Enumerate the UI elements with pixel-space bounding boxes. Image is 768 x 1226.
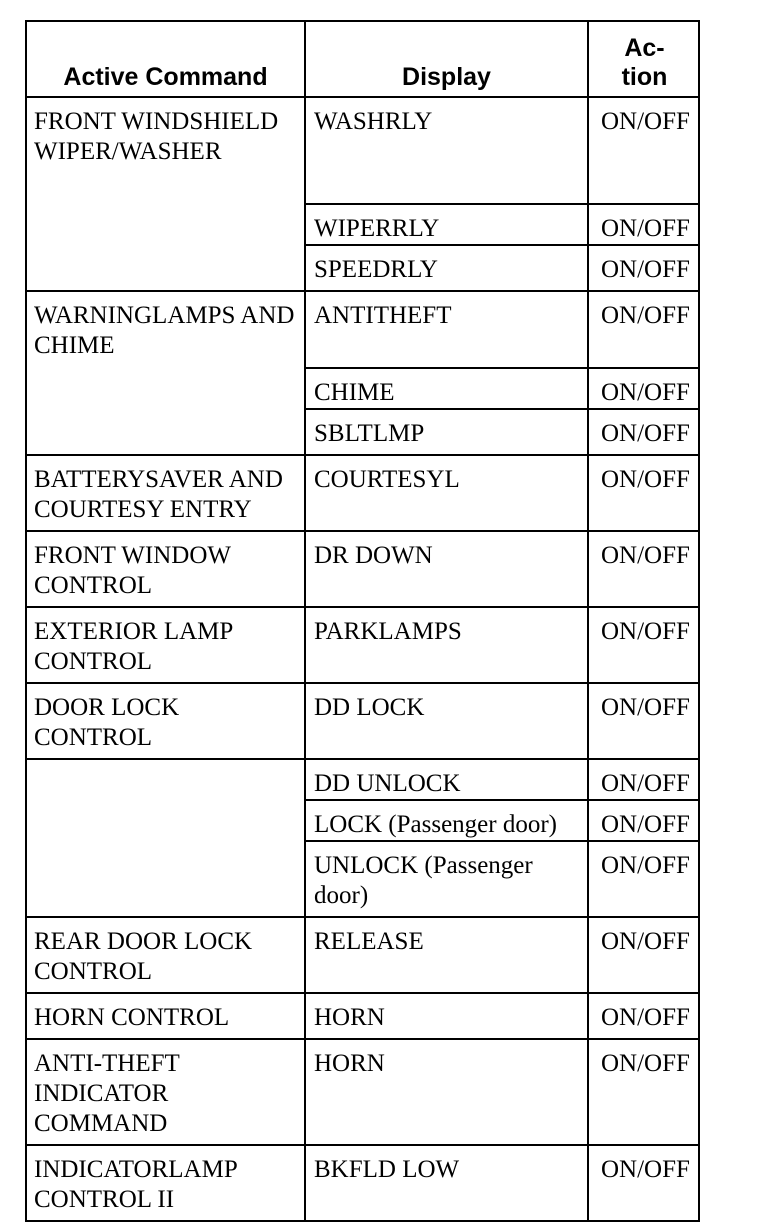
active-command-text: EXTERIOR LAMP CONTROL	[34, 618, 233, 675]
table-row	[26, 607, 699, 683]
action-text: ON/OFF	[601, 694, 690, 721]
action-text: ON/OFF	[601, 466, 690, 493]
header-display: Display	[305, 21, 588, 97]
display-text: ANTITHEFT	[314, 302, 452, 329]
display-text: HORN	[314, 1004, 385, 1031]
action-text: ON/OFF	[601, 928, 690, 955]
table-row	[26, 291, 699, 368]
action-text: ON/OFF	[601, 1050, 690, 1077]
display-text: SPEEDRLY	[314, 256, 438, 283]
display-text: CHIME	[314, 379, 395, 406]
action-text: ON/OFF	[601, 420, 690, 447]
active-command-text: FRONT WINDSHIELD WIPER/WASHER	[34, 108, 279, 165]
display-text: RELEASE	[314, 928, 424, 955]
action-text: ON/OFF	[601, 852, 690, 879]
display-cell	[305, 368, 588, 409]
action-text: ON/OFF	[601, 108, 690, 135]
action-cell	[588, 1039, 699, 1145]
display-text: WIPERRLY	[314, 215, 440, 242]
action-text: ON/OFF	[601, 1004, 690, 1031]
display-cell	[305, 291, 588, 368]
action-cell	[588, 607, 699, 683]
action-cell	[588, 917, 699, 993]
active-command-text: REAR DOOR LOCK CONTROL	[34, 928, 253, 985]
active-command-cell	[26, 1039, 305, 1145]
header-action-line1: Ac-	[624, 34, 665, 62]
table-row	[26, 917, 699, 993]
active-command-text: INDICATORLAMP CONTROL II	[34, 1156, 237, 1213]
table-row	[26, 683, 699, 759]
action-cell	[588, 841, 699, 917]
display-text: DD LOCK	[314, 694, 425, 721]
display-cell	[305, 841, 588, 917]
table-row	[26, 455, 699, 531]
display-text: LOCK (Passenger door)	[314, 811, 558, 838]
active-command-text: FRONT WINDOW CONTROL	[34, 542, 231, 599]
action-cell	[588, 409, 699, 455]
action-text: ON/OFF	[601, 811, 690, 838]
header-action	[588, 21, 699, 97]
action-text: ON/OFF	[601, 379, 690, 406]
table-row	[26, 1145, 699, 1221]
action-text: ON/OFF	[601, 302, 690, 329]
active-command-text	[27, 760, 304, 774]
display-text: UNLOCK (Passenger door)	[314, 852, 533, 909]
action-cell	[588, 368, 699, 409]
table-row	[26, 531, 699, 607]
active-command-cell	[26, 1145, 305, 1221]
table-row	[26, 993, 699, 1039]
active-command-text: WARNINGLAMPS AND CHIME	[34, 302, 295, 359]
display-cell	[305, 97, 588, 204]
display-text: SBLTLMP	[314, 420, 425, 447]
active-command-cell	[26, 759, 305, 917]
display-text: HORN	[314, 1050, 385, 1077]
action-cell	[588, 245, 699, 291]
active-command-cell	[26, 531, 305, 607]
action-text: ON/OFF	[601, 1156, 690, 1183]
display-cell	[305, 409, 588, 455]
action-cell	[588, 683, 699, 759]
action-cell	[588, 204, 699, 245]
action-cell	[588, 455, 699, 531]
active-command-cell	[26, 683, 305, 759]
header-row	[26, 21, 699, 97]
active-command-table	[25, 20, 700, 1222]
active-command-text: ANTI-THEFT INDICATOR COMMAND	[34, 1050, 180, 1137]
action-text: ON/OFF	[601, 542, 690, 569]
display-text: COURTESYL	[314, 466, 460, 493]
active-command-cell	[26, 993, 305, 1039]
display-cell	[305, 1145, 588, 1221]
header-active-command: Active Command	[26, 21, 305, 97]
action-cell	[588, 800, 699, 841]
active-command-cell	[26, 917, 305, 993]
active-command-cell	[26, 455, 305, 531]
display-text: BKFLD LOW	[314, 1156, 460, 1183]
header-action-line2: tion	[621, 63, 668, 91]
table-row	[26, 1039, 699, 1145]
action-cell	[588, 291, 699, 368]
active-command-cell	[26, 291, 305, 455]
display-cell	[305, 800, 588, 841]
action-cell	[588, 993, 699, 1039]
display-cell	[305, 759, 588, 800]
action-cell	[588, 531, 699, 607]
display-text: WASHRLY	[314, 108, 433, 135]
display-cell	[305, 455, 588, 531]
display-cell	[305, 607, 588, 683]
display-cell	[305, 1039, 588, 1145]
table-body	[26, 97, 699, 1221]
display-text: DD UNLOCK	[314, 770, 461, 797]
display-cell	[305, 245, 588, 291]
active-command-text: BATTERYSAVER AND COURTESY ENTRY	[34, 466, 283, 523]
active-command-cell	[26, 97, 305, 291]
action-cell	[588, 759, 699, 800]
display-text: DR DOWN	[314, 542, 433, 569]
active-command-text: DOOR LOCK CONTROL	[34, 694, 180, 751]
action-text: ON/OFF	[601, 256, 690, 283]
table-row	[26, 97, 699, 204]
active-command-cell	[26, 607, 305, 683]
action-text: ON/OFF	[601, 618, 690, 645]
display-text: PARKLAMPS	[314, 618, 462, 645]
action-cell	[588, 1145, 699, 1221]
action-text: ON/OFF	[601, 215, 690, 242]
action-cell	[588, 97, 699, 204]
display-cell	[305, 531, 588, 607]
table-row	[26, 759, 699, 800]
action-text: ON/OFF	[601, 770, 690, 797]
display-cell	[305, 917, 588, 993]
display-cell	[305, 993, 588, 1039]
display-cell	[305, 683, 588, 759]
display-cell	[305, 204, 588, 245]
active-command-text: HORN CONTROL	[34, 1004, 230, 1031]
